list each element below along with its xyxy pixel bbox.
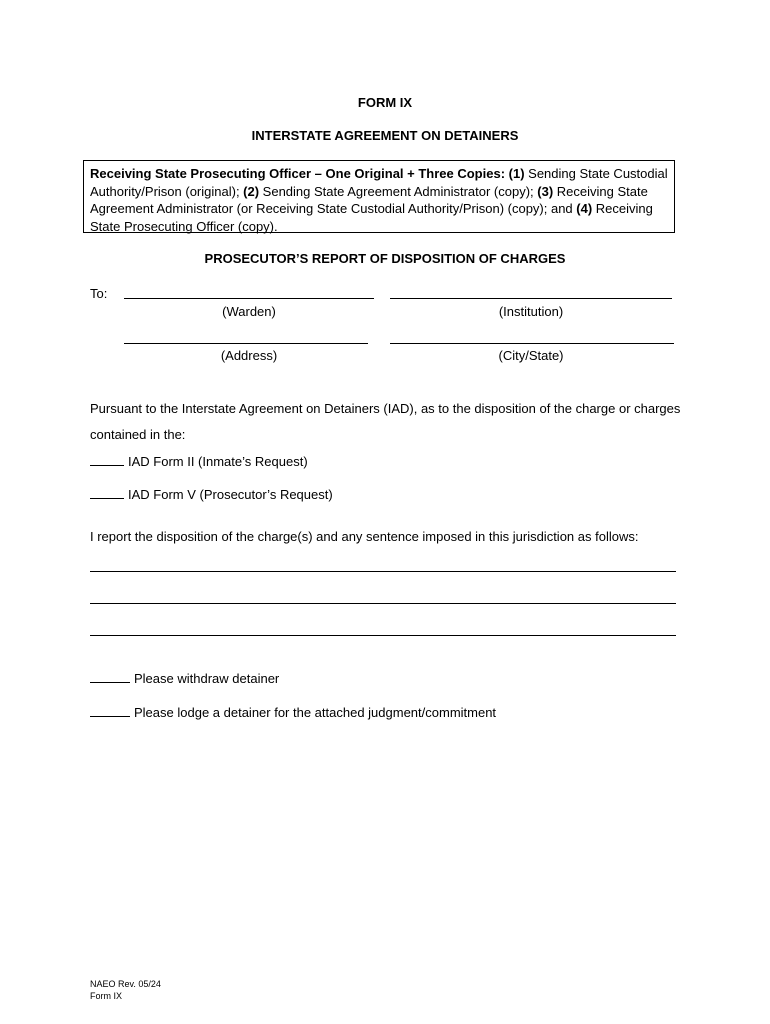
notice-num-3: (3) <box>537 183 554 199</box>
pursuant-line-1: Pursuant to the Interstate Agreement on Detainers (IAD), as to the disposition of the charge or charges <box>90 401 681 416</box>
institution-field[interactable] <box>390 298 672 299</box>
report-title: PROSECUTOR’S REPORT OF DISPOSITION OF CHARGES <box>204 251 566 266</box>
footer-revision: NAEO Rev. 05/24 <box>90 979 161 989</box>
lodge-label: Please lodge a detainer for the attached judgment/commitment <box>134 705 497 720</box>
city-state-field[interactable] <box>390 343 674 344</box>
pursuant-line-2: contained in the: <box>90 427 186 442</box>
option-form-2 <box>90 454 308 469</box>
form-2-checkbox-line[interactable] <box>90 454 124 466</box>
to-label: To: <box>90 286 108 301</box>
address-caption: (Address) <box>220 348 278 363</box>
warden-caption: (Warden) <box>222 304 276 319</box>
option-form-5 <box>90 487 333 502</box>
footer <box>90 978 161 1002</box>
disposition-line-3[interactable] <box>90 635 676 636</box>
notice-text-4: Receiving State Prosecuting Officer (copy). <box>90 201 653 234</box>
form-5-checkbox-line[interactable] <box>90 487 124 499</box>
warden-field[interactable] <box>124 298 374 299</box>
notice-text-2: Sending State Agreement Administrator (copy); <box>259 183 538 199</box>
city-state-caption: (City/State) <box>498 348 564 363</box>
notice-num-1: (1) <box>508 166 525 181</box>
notice-num-4: (4) <box>576 201 593 216</box>
lodge-option <box>90 705 496 720</box>
disposition-line-2[interactable] <box>90 603 676 604</box>
disposition-line-1[interactable] <box>90 571 676 572</box>
form-number: FORM IX <box>357 95 413 110</box>
notice-lead: Receiving State Prosecuting Officer – One Original + Three Copies: <box>90 166 509 181</box>
option-form-5-label: IAD Form V (Prosecutor’s Request) <box>128 487 333 502</box>
lodge-checkbox-line[interactable] <box>90 705 130 717</box>
withdraw-checkbox-line[interactable] <box>90 671 130 683</box>
institution-caption: (Institution) <box>498 304 564 319</box>
footer-form-label: Form IX <box>90 991 123 1001</box>
option-form-2-label: IAD Form II (Inmate’s Request) <box>128 454 308 469</box>
withdraw-option <box>90 671 279 686</box>
distribution-notice <box>83 160 675 233</box>
agreement-title: INTERSTATE AGREEMENT ON DETAINERS <box>251 128 519 143</box>
notice-num-2: (2) <box>243 183 260 199</box>
report-statement: I report the disposition of the charge(s) and any sentence imposed in this jurisdiction as follows: <box>90 529 639 544</box>
withdraw-label: Please withdraw detainer <box>134 671 280 686</box>
notice-text-3: Receiving State Agreement Administrator (or Receiving State Custodial Authority/Prison) (copy); and <box>90 183 648 216</box>
address-field[interactable] <box>124 343 368 344</box>
notice-text-1: Sending State Custodial Authority/Prison (original); <box>90 166 668 199</box>
